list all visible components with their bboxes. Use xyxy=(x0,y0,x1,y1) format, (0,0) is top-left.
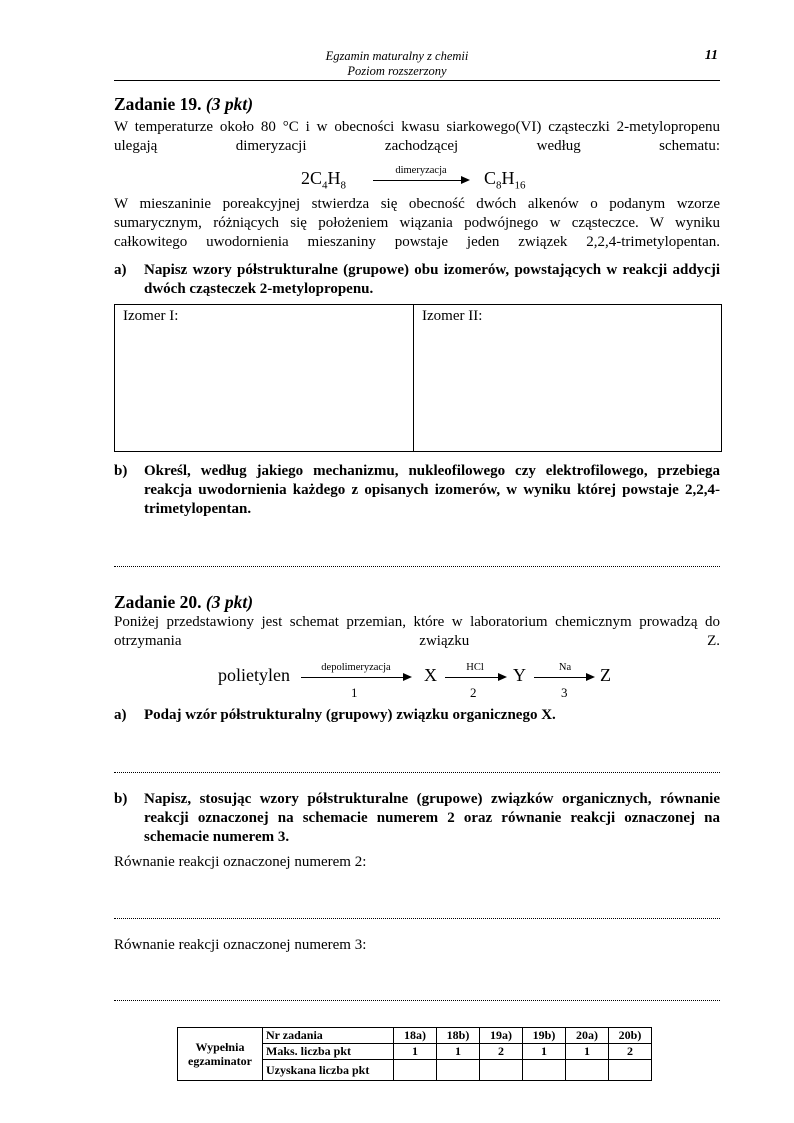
obtained-points-cell[interactable] xyxy=(437,1060,480,1081)
scheme-polietylen: polietylen xyxy=(218,665,290,685)
exam-level: Poziom rozszerzony xyxy=(347,64,447,78)
arrow3-label: Na xyxy=(558,662,572,673)
examiner-score-table xyxy=(177,1027,652,1081)
task20-intro: Poniżej przedstawiony jest schemat przemian, które w laboratorium chemicznym prowadzą do otrzymania związku Z. xyxy=(114,614,720,649)
scheme-y: Y xyxy=(513,665,526,685)
task-number: 20b) xyxy=(609,1028,652,1044)
isomer-1-cell[interactable]: Izomer I: xyxy=(115,305,414,451)
task-number: 18a) xyxy=(394,1028,437,1044)
task19-arrow xyxy=(373,180,463,181)
task19-description: W mieszaninie poreakcyjnej stwierdza się obecność dwóch alkenów o podanym wzorze sumarycznym, różniących się położeniem wiązania podwójnego w cząsteczce. W wyniku całkowitego uwodornienia mieszaniny powstaje jeden związek 2,2,4-trimetylopentan. xyxy=(114,196,720,250)
max-points: 1 xyxy=(437,1044,480,1060)
header-rule xyxy=(114,80,720,81)
task19-arrow-label: dimeryzacja xyxy=(395,165,447,176)
arrow1 xyxy=(301,677,405,678)
task-number: 19a) xyxy=(480,1028,523,1044)
arrow3-head xyxy=(586,673,595,681)
obtained-points-cell[interactable] xyxy=(480,1060,523,1081)
max-points: 1 xyxy=(523,1044,566,1060)
obtained-points-cell[interactable] xyxy=(609,1060,652,1081)
examiner-label: Wypełnia egzaminator xyxy=(178,1028,263,1081)
eq3-label: Równanie reakcji oznaczonej numerem 3: xyxy=(114,937,367,953)
task19a-question: a) Napisz wzory półstrukturalne (grupowe) obu izomerów, powstających w reakcji addycji dwóch cząsteczek 2-metylopropenu. xyxy=(114,262,720,297)
obtained-points-header: Uzyskana liczba pkt xyxy=(263,1060,394,1081)
task19-product: $C_8H_{16}$ xyxy=(484,168,526,192)
arrow2-number: 2 xyxy=(470,685,477,700)
arrow2 xyxy=(445,677,500,678)
scheme-x: X xyxy=(424,665,437,685)
max-points: 2 xyxy=(480,1044,523,1060)
task19-title: Zadanie 19. (3 pkt) xyxy=(114,94,254,114)
task-number: 18b) xyxy=(437,1028,480,1044)
eq3-answer-line[interactable] xyxy=(114,1000,720,1001)
obtained-points-cell[interactable] xyxy=(394,1060,437,1081)
task20a-question: a) Podaj wzór półstrukturalny (grupowy) związku organicznego X. xyxy=(114,707,556,723)
task-number: 20a) xyxy=(566,1028,609,1044)
max-points: 1 xyxy=(394,1044,437,1060)
arrow3 xyxy=(534,677,588,678)
task20a-answer-line[interactable] xyxy=(114,772,720,773)
task20-title: Zadanie 20. (3 pkt) xyxy=(114,592,254,612)
eq2-answer-line[interactable] xyxy=(114,918,720,919)
task20b-question: b) Napisz, stosując wzory półstrukturalne (grupowe) związków organicznych, równanie reakcji oznaczonej na schemacie numerem 2 oraz równanie reakcji oznaczonej na schemacie numerem 3. xyxy=(114,791,720,845)
exam-title: Egzamin maturalny z chemii xyxy=(325,49,469,63)
arrow1-head xyxy=(403,673,412,681)
max-points: 1 xyxy=(566,1044,609,1060)
task19-reactant: $2C_4H_8$ xyxy=(301,168,347,192)
obtained-points-cell[interactable] xyxy=(566,1060,609,1081)
arrow3-number: 3 xyxy=(561,685,568,700)
isomer-2-cell[interactable]: Izomer II: xyxy=(422,308,483,324)
eq2-label: Równanie reakcji oznaczonej numerem 2: xyxy=(114,854,367,870)
task-number: 19b) xyxy=(523,1028,566,1044)
arrow1-number: 1 xyxy=(351,685,358,700)
obtained-points-cell[interactable] xyxy=(523,1060,566,1081)
task19-intro: W temperaturze około 80 °C i w obecności kwasu siarkowego(VI) cząsteczki 2-metylopropenu ulegają dimeryzacji zachodzącej według schematu: xyxy=(114,119,720,154)
task19a-answer-box[interactable] xyxy=(114,304,722,452)
arrow2-label: HCl xyxy=(466,662,484,673)
task19b-answer-line[interactable] xyxy=(114,566,720,567)
page-number: 11 xyxy=(704,48,718,63)
task19-arrowhead xyxy=(461,176,470,184)
arrow2-head xyxy=(498,673,507,681)
task-number-header: Nr zadania xyxy=(263,1028,394,1044)
task19b-question: b) Określ, według jakiego mechanizmu, nukleofilowego czy elektrofilowego, przebiega reakcja uwodornienia każdego z opisanych izomerów, w wyniku której powstaje 2,2,4-trimetylopentan. xyxy=(114,463,720,517)
max-points: 2 xyxy=(609,1044,652,1060)
arrow1-label: depolimeryzacja xyxy=(321,662,391,673)
scheme-z: Z xyxy=(600,665,611,685)
max-points-header: Maks. liczba pkt xyxy=(263,1044,394,1060)
